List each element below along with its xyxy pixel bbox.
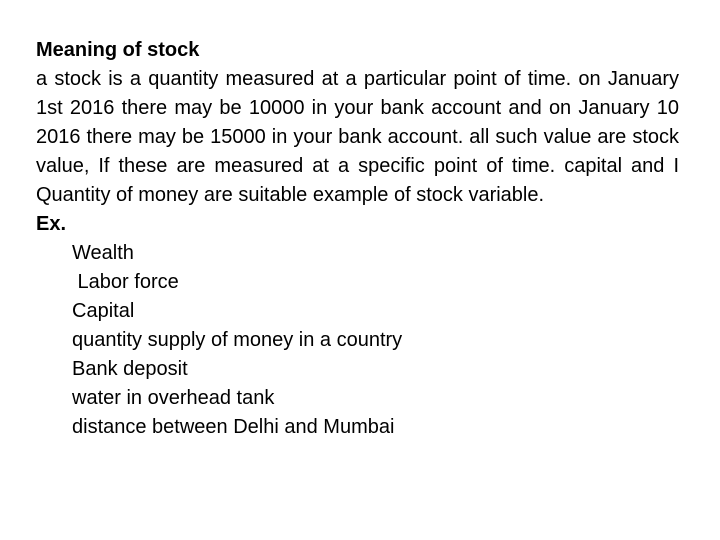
- example-item-wealth: Wealth: [72, 242, 134, 264]
- examples-list: [36, 239, 679, 442]
- definition-paragraph: a stock is a quantity measured at a particular point of time. on January 1st 2016 there may be 10000 in your bank account and on January 10 2016 there may be 15000 in your bank account. all such value are stock value, If these are measured at a specific point of time. capital and I Quantity of money are suitable example of stock variable.: [36, 68, 679, 206]
- example-item-distance: distance between Delhi and Mumbai: [72, 416, 395, 438]
- example-item-capital: Capital: [72, 300, 135, 322]
- example-item-money-supply: quantity supply of money in a country: [72, 329, 403, 351]
- example-item-water-tank: water in overhead tank: [72, 387, 275, 409]
- example-item-bank-deposit: Bank deposit: [72, 358, 188, 380]
- slide-heading: Meaning of stock: [36, 39, 200, 61]
- slide-content: [36, 36, 679, 442]
- examples-label: Ex.: [36, 213, 67, 235]
- example-item-labor-force: Labor force: [72, 271, 179, 293]
